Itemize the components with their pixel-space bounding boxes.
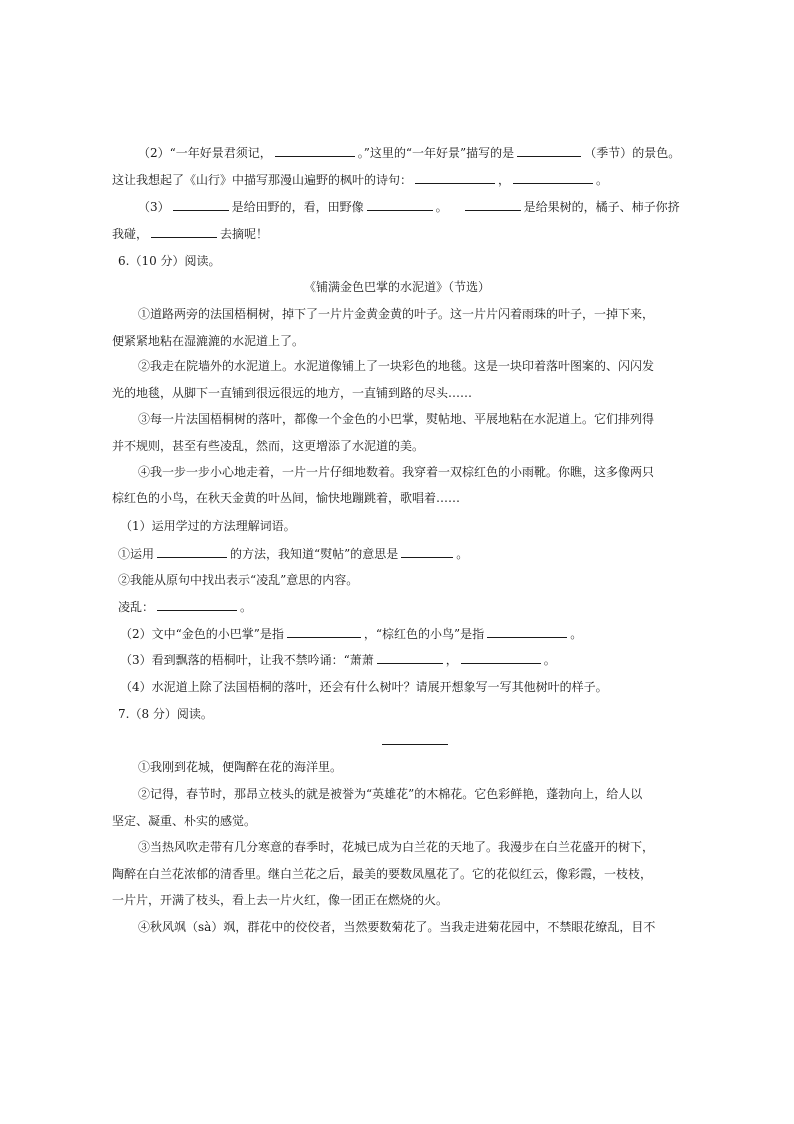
q6-sub2-text-c: 。 — [570, 627, 583, 641]
q6-sub2-text-a: （2）文中“金色的小巴掌”是指 — [120, 627, 284, 641]
q6-para2-line2: 光的地毯，从脚下一直铺到很远很远的地方，一直铺到路的尽头…… — [112, 386, 473, 400]
answer-blank[interactable] — [377, 652, 443, 664]
q6-para2-line1: ②我走在院墙外的水泥道上。水泥道像铺上了一块彩色的地毯。这是一块印着落叶图案的、闪闪发 — [138, 359, 655, 373]
q7-para1: ①我刚到花城，便陶醉在花的海洋里。 — [138, 760, 343, 774]
answer-blank[interactable] — [275, 145, 355, 157]
answer-blank[interactable] — [487, 626, 567, 638]
answer-blank[interactable] — [367, 199, 433, 211]
answer-blank[interactable] — [157, 599, 237, 611]
q7-para2-line2: 坚定、凝重、朴实的感觉。 — [112, 814, 257, 828]
q5-item2-line1 — [138, 145, 680, 161]
q7-title-blank[interactable] — [382, 744, 448, 745]
answer-blank[interactable] — [517, 145, 581, 157]
q6-sub3-text-a: （3）看到飘落的梧桐叶，让我不禁吟诵：“萧萧 — [120, 653, 374, 667]
answer-blank[interactable] — [287, 626, 361, 638]
answer-blank[interactable] — [465, 199, 521, 211]
q7-header: 7.（8 分）阅读。 — [118, 707, 213, 721]
q6-para1-line1: ①道路两旁的法国梧桐树，掉下了一片片金黄金黄的叶子。这一片片闪着雨珠的叶子，一掉下来， — [138, 307, 655, 321]
q6-sub3-text-c: 。 — [543, 653, 556, 667]
q5-item2-text-b: 。”这里的“一年好景”描写的是 — [357, 146, 515, 160]
q5-item3-line1 — [138, 199, 680, 215]
q6-sub3-text-b: ， — [445, 653, 458, 667]
q6-sub4: （4）水泥道上除了法国梧桐的落叶，还会有什么树叶？请展开想象写一写其他树叶的样子。 — [120, 680, 608, 694]
q5-item3-text-b: 是给田野的，看，田野像 — [231, 200, 364, 214]
q7-para2-line1: ②记得，春节时，那昂立枝头的就是被誉为“英雄花”的木棉花。它色彩鲜艳，蓬勃向上，给人以 — [138, 787, 643, 801]
q6-sub1a-text-b: 的方法，我知道“熨帖”的意思是 — [230, 547, 399, 561]
answer-blank[interactable] — [151, 226, 217, 238]
q6-sub2 — [120, 626, 582, 642]
q6-sub1b: ②我能从原句中找出表示“凌乱”意思的内容。 — [118, 573, 359, 587]
q6-para4-line2: 棕红色的小鸟，在秋天金黄的叶丛间，愉快地蹦跳着，歌唱着…… — [112, 491, 461, 505]
q5-item3-text-e: 我碰， — [112, 227, 149, 241]
q6-sub1a-text-a: ①运用 — [118, 547, 155, 561]
q7-para4-line1: ④秋风飒（sà）飒，群花中的佼佼者，当然要数菊花了。当我走进菊花园中，不禁眼花缭乱，目不 — [138, 920, 656, 934]
q6-sub1c-text-b: 。 — [240, 600, 253, 614]
q5-item2-text-d: 这让我想起了《山行》中描写那漫山遍野的枫叶的诗句： — [112, 173, 413, 187]
q6-para3-line1: ③每一片法国梧桐树的落叶，都像一个金色的小巴掌，熨帖地、平展地粘在水泥道上。它们排列得 — [138, 412, 655, 426]
answer-blank[interactable] — [173, 199, 229, 211]
q6-sub1c-text-a: 凌乱： — [118, 600, 155, 614]
q6-sub1a — [118, 546, 468, 562]
q6-sub1c — [118, 599, 252, 615]
q7-para3-line1: ③当热风吹走带有几分寒意的春季时，花城已成为白兰花的天地了。我漫步在白兰花盛开的树下， — [138, 840, 655, 854]
q6-sub1: （1）运用学过的方法理解词语。 — [120, 519, 296, 533]
q6-passage-title: 《铺满金色巴掌的水泥道》（节选） — [303, 280, 490, 294]
q5-item2-text-a: （2）“一年好景君须记， — [138, 146, 272, 160]
answer-blank[interactable] — [157, 546, 227, 558]
q5-item3-text-a: （3） — [138, 200, 170, 214]
q6-sub3 — [120, 652, 556, 668]
q6-header: 6.（10 分）阅读。 — [118, 254, 221, 268]
q5-item2-line2 — [112, 172, 608, 188]
period: 。 — [596, 173, 609, 187]
q7-para3-line2: 陶醉在白兰花浓郁的清香里。继白兰花之后，最美的要数凤凰花了。它的花似红云，像彩霞，一枝枝， — [112, 867, 653, 881]
answer-blank[interactable] — [461, 652, 541, 664]
answer-blank[interactable] — [401, 546, 453, 558]
q5-item3-text-c: 。 — [435, 200, 448, 214]
answer-blank[interactable] — [513, 172, 593, 184]
comma: ， — [498, 173, 511, 187]
q7-para3-line3: 一片片，开满了枝头，看上去一片火红，像一团正在燃烧的火。 — [112, 893, 449, 907]
q5-item3-text-d: 是给果树的，橘子、柿子你挤 — [523, 200, 680, 214]
q6-para1-line2: 便紧紧地粘在湿漉漉的水泥道上了。 — [112, 334, 305, 348]
answer-blank[interactable] — [415, 172, 495, 184]
q5-item3-line2 — [112, 226, 268, 242]
q6-para4-line1: ④我一步一步小心地走着，一片一片仔细地数着。我穿着一双棕红色的小雨靴。你瞧，这多像两只 — [138, 465, 655, 479]
q5-item2-text-c: （季节）的景色。 — [584, 146, 681, 160]
q6-sub1a-text-c: 。 — [456, 547, 469, 561]
q5-item3-text-f: 去摘呢！ — [220, 227, 269, 241]
q6-para3-line2: 并不规则，甚至有些凌乱，然而，这更增添了水泥道的美。 — [112, 439, 425, 453]
q6-sub2-text-b: ，“棕红色的小鸟”是指 — [363, 627, 485, 641]
